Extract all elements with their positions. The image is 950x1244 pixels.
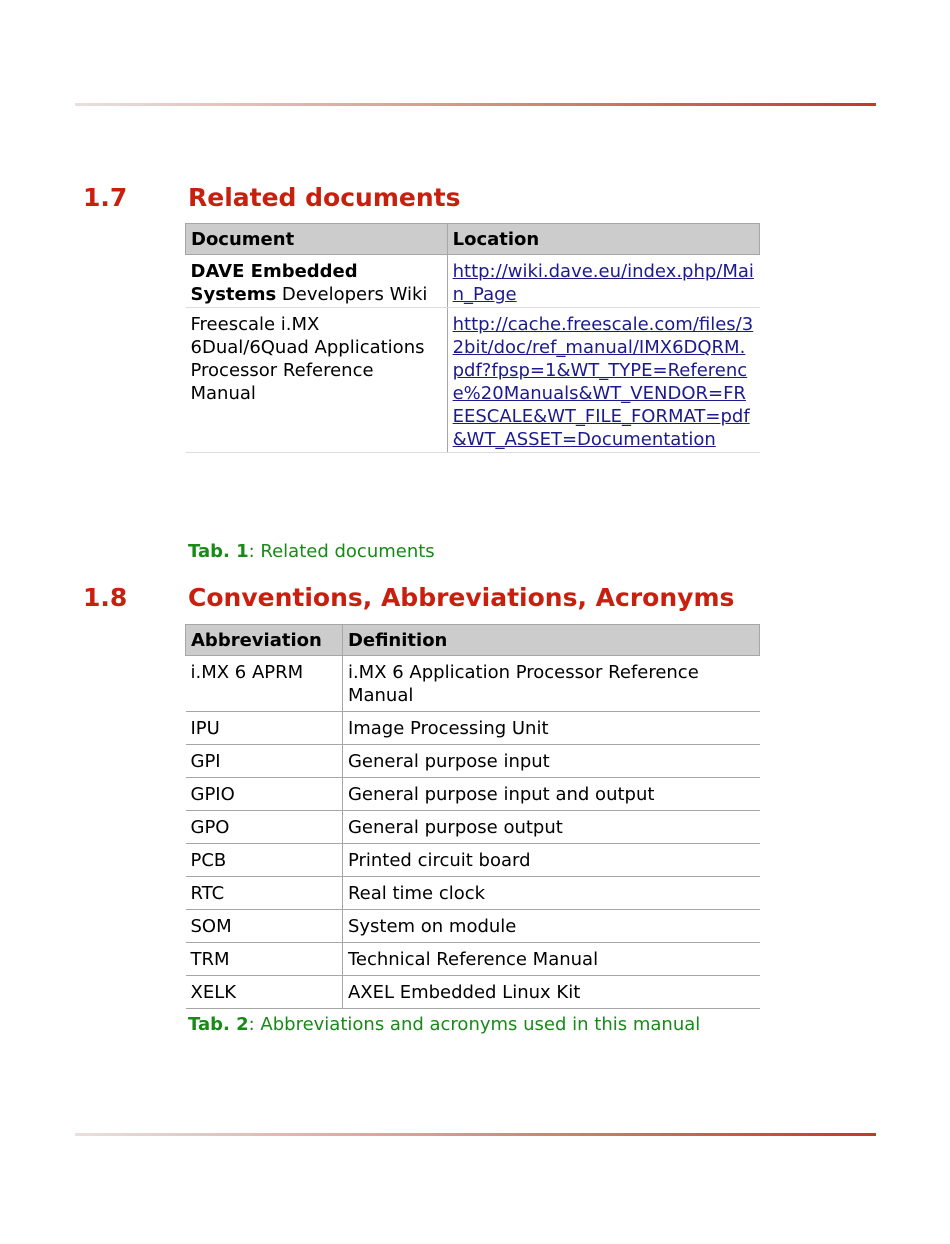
document-cell: [186, 255, 448, 308]
location-cell: [447, 255, 759, 308]
table-row: [186, 877, 760, 910]
table-caption-1: [188, 540, 435, 563]
abbreviation-cell: TRM: [186, 943, 343, 976]
document-name: Freescale i.MX 6Dual/6Quad Applications Processor Reference Manual: [190, 314, 425, 404]
section-title: Related documents: [188, 183, 461, 212]
table-row: [186, 943, 760, 976]
caption-text: : Abbreviations and acronyms used in this manual: [248, 1014, 701, 1035]
column-header-location: Location: [447, 224, 759, 255]
table-row: [186, 255, 760, 308]
definition-cell: AXEL Embedded Linux Kit: [342, 976, 759, 1009]
table-row: [186, 712, 760, 745]
location-link[interactable]: http://wiki.dave.eu/index.php/Main_Page: [452, 261, 754, 305]
column-header-abbreviation: Abbreviation: [186, 625, 343, 656]
footer-rule: [75, 1133, 876, 1136]
document-cell: [186, 308, 448, 453]
caption-label: Tab. 2: [188, 1014, 249, 1035]
section-number: 1.8: [83, 583, 128, 612]
definition-cell: General purpose input: [342, 745, 759, 778]
location-cell: [447, 308, 759, 453]
abbreviation-cell: GPIO: [186, 778, 343, 811]
table-row: [186, 910, 760, 943]
related-documents-table: [185, 223, 760, 453]
section-heading-related-documents: [83, 183, 460, 213]
abbreviation-cell: PCB: [186, 844, 343, 877]
table-header-row: [186, 625, 760, 656]
document-name: Developers Wiki: [276, 284, 428, 305]
definition-cell: Technical Reference Manual: [342, 943, 759, 976]
header-rule: [75, 103, 876, 106]
definition-cell: Real time clock: [342, 877, 759, 910]
table-row: [186, 811, 760, 844]
abbreviation-cell: IPU: [186, 712, 343, 745]
table-row: [186, 656, 760, 712]
table-row: [186, 745, 760, 778]
abbreviation-cell: GPO: [186, 811, 343, 844]
table-row: [186, 976, 760, 1009]
abbreviations-table: [185, 624, 760, 1009]
location-link[interactable]: http://cache.freescale.com/files/32bit/doc/ref_manual/IMX6DQRM.pdf?fpsp=1&WT_TYPE=Reference%20Manuals&WT_VENDOR=FREESCALE&WT_FILE_FORMAT=pdf&WT_ASSET=Documentation: [452, 314, 754, 450]
table-row: [186, 844, 760, 877]
column-header-definition: Definition: [342, 625, 759, 656]
definition-cell: General purpose input and output: [342, 778, 759, 811]
table-header-row: [186, 224, 760, 255]
table-row: [186, 308, 760, 453]
definition-cell: System on module: [342, 910, 759, 943]
section-heading-conventions: [83, 583, 734, 613]
definition-cell: Printed circuit board: [342, 844, 759, 877]
section-title: Conventions, Abbreviations, Acronyms: [188, 583, 735, 612]
table-row: [186, 778, 760, 811]
abbreviation-cell: XELK: [186, 976, 343, 1009]
table-caption-2: [188, 1013, 700, 1036]
caption-label: Tab. 1: [188, 541, 249, 562]
definition-cell: i.MX 6 Application Processor Reference Manual: [342, 656, 759, 712]
document-name-bold: DAVE Embedded Systems: [190, 261, 358, 305]
section-number: 1.7: [83, 183, 128, 212]
caption-text: : Related documents: [248, 541, 435, 562]
definition-cell: General purpose output: [342, 811, 759, 844]
abbreviation-cell: RTC: [186, 877, 343, 910]
abbreviation-cell: SOM: [186, 910, 343, 943]
abbreviation-cell: GPI: [186, 745, 343, 778]
abbreviation-cell: i.MX 6 APRM: [186, 656, 343, 712]
column-header-document: Document: [186, 224, 448, 255]
definition-cell: Image Processing Unit: [342, 712, 759, 745]
